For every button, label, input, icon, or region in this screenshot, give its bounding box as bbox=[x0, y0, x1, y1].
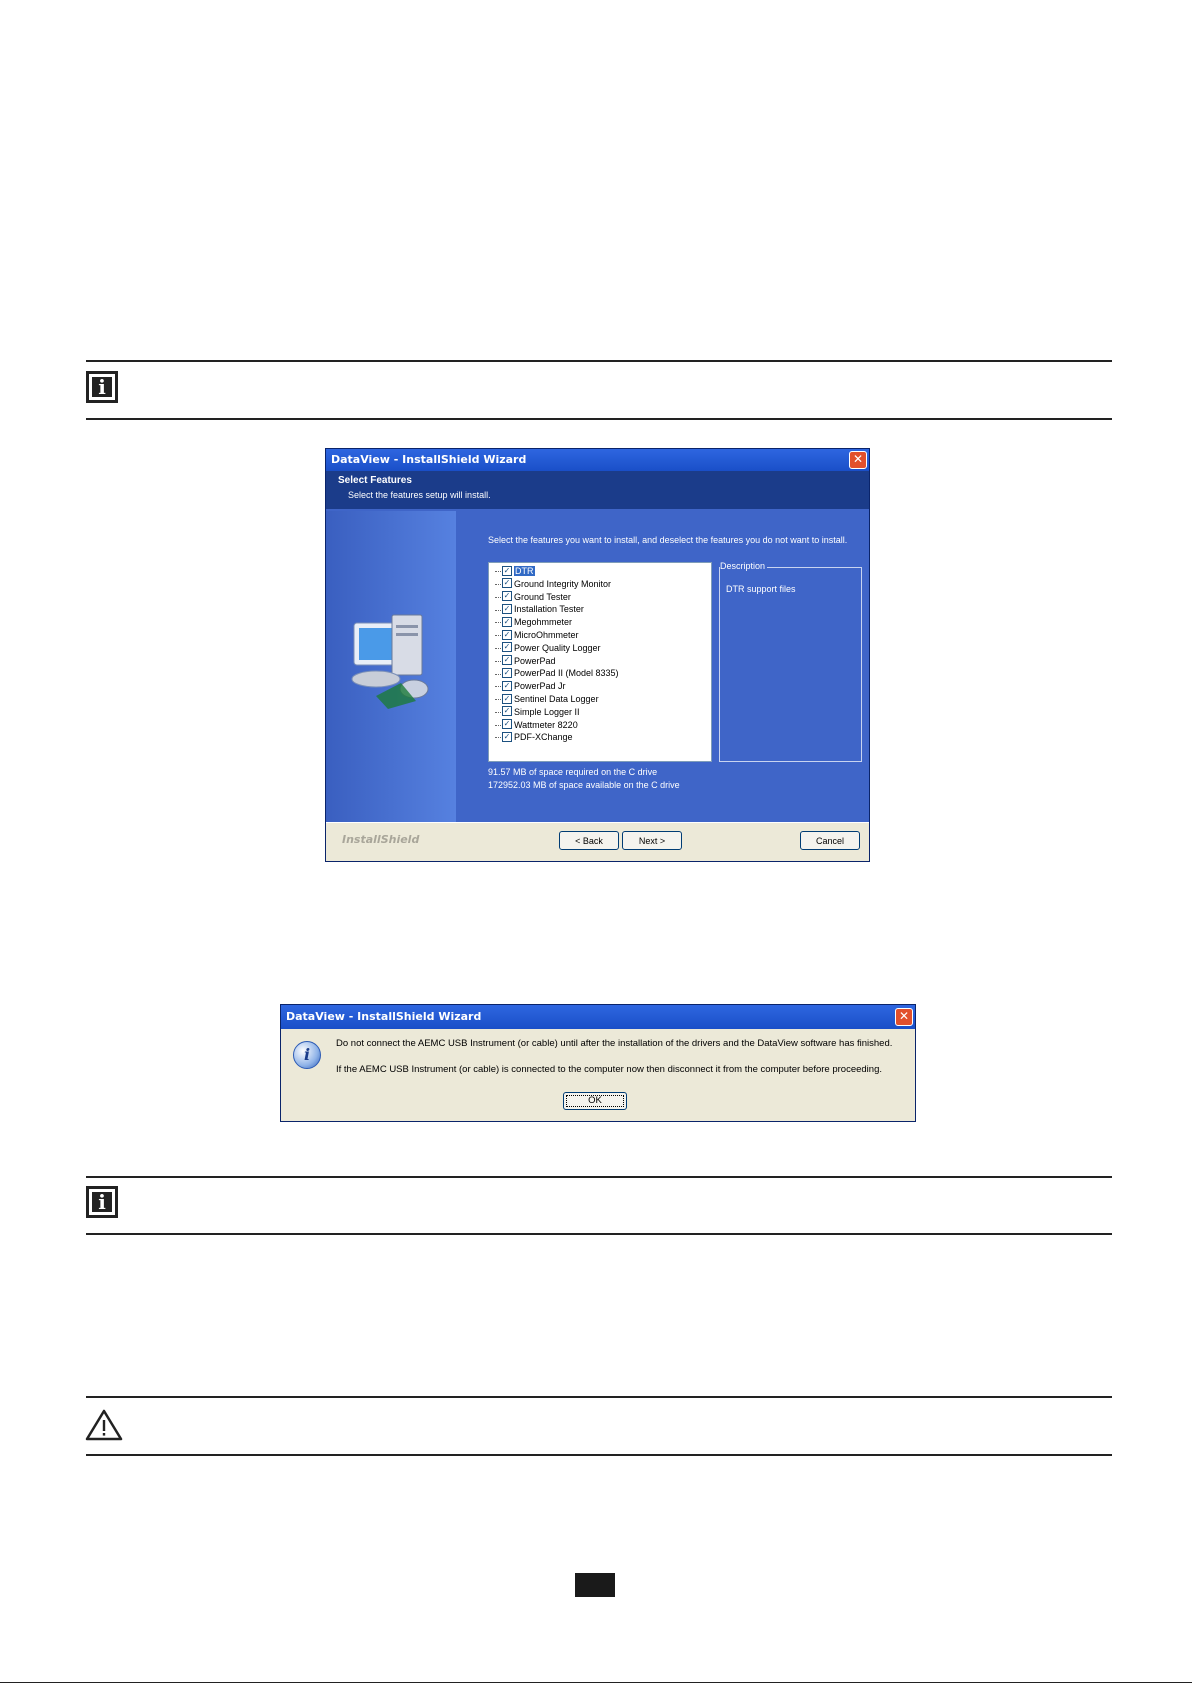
info-icon: i bbox=[293, 1041, 321, 1069]
dialog-title: DataView - InstallShield Wizard bbox=[326, 449, 869, 471]
close-icon[interactable]: ✕ bbox=[849, 451, 867, 469]
close-icon[interactable]: ✕ bbox=[895, 1008, 913, 1026]
note-bottom-rule bbox=[86, 1233, 1112, 1235]
feature-item[interactable] bbox=[489, 603, 711, 616]
cancel-button[interactable]: Cancel bbox=[800, 831, 860, 850]
feature-item[interactable] bbox=[489, 629, 711, 642]
message-line-1: Do not connect the AEMC USB Instrument (or cable) until after the installation of the drivers and the DataView software has finished. bbox=[336, 1038, 893, 1049]
info-note-icon: i bbox=[86, 371, 118, 403]
checkbox-checked-icon[interactable]: ✓ bbox=[503, 731, 511, 741]
installshield-brand: InstallShield bbox=[342, 833, 420, 846]
space-required: 91.57 MB of space required on the C drive bbox=[488, 767, 658, 777]
next-button[interactable]: Next > bbox=[622, 831, 682, 850]
feature-label: Simple Logger II bbox=[514, 706, 580, 717]
warning-bottom-rule bbox=[86, 1454, 1112, 1456]
description-label: Description bbox=[720, 561, 766, 571]
feature-label: MicroOhmmeter bbox=[514, 629, 579, 640]
checkbox-checked-icon[interactable]: ✓ bbox=[503, 680, 511, 690]
feature-label: DTR bbox=[515, 566, 534, 576]
feature-item[interactable] bbox=[489, 667, 711, 680]
feature-item[interactable] bbox=[489, 578, 711, 591]
feature-label: Ground Tester bbox=[514, 591, 571, 602]
note-top-rule bbox=[86, 360, 1112, 362]
computer-icon bbox=[326, 511, 456, 822]
feature-item[interactable] bbox=[489, 693, 711, 706]
feature-label: PowerPad Jr bbox=[514, 681, 566, 692]
feature-item[interactable] bbox=[489, 719, 711, 732]
checkbox-checked-icon[interactable]: ✓ bbox=[503, 706, 511, 716]
space-available: 172952.03 MB of space available on the C drive bbox=[488, 780, 680, 790]
checkbox-checked-icon[interactable]: ✓ bbox=[503, 616, 511, 626]
feature-item[interactable] bbox=[489, 680, 711, 693]
checkbox-checked-icon[interactable]: ✓ bbox=[503, 629, 511, 639]
feature-item[interactable] bbox=[489, 731, 711, 744]
description-text: DTR support files bbox=[726, 584, 796, 594]
note-top-rule bbox=[86, 1176, 1112, 1178]
feature-item[interactable] bbox=[489, 642, 711, 655]
feature-label: PDF-XChange bbox=[514, 732, 573, 743]
checkbox-checked-icon[interactable]: ✓ bbox=[503, 719, 511, 729]
checkbox-checked-icon[interactable]: ✓ bbox=[503, 565, 511, 575]
checkbox-checked-icon[interactable]: ✓ bbox=[503, 578, 511, 588]
feature-tree[interactable] bbox=[488, 562, 712, 762]
dialog-footer bbox=[326, 822, 869, 861]
feature-item[interactable] bbox=[489, 565, 711, 578]
feature-label: Installation Tester bbox=[514, 604, 584, 615]
warning-top-rule bbox=[86, 1396, 1112, 1398]
feature-label: PowerPad II (Model 8335) bbox=[514, 668, 619, 679]
warning-icon bbox=[84, 1408, 124, 1442]
feature-label: Ground Integrity Monitor bbox=[514, 578, 612, 589]
description-box bbox=[719, 567, 862, 762]
instruction-text: Select the features you want to install, and deselect the features you do not want to install. bbox=[488, 535, 848, 545]
feature-label: Sentinel Data Logger bbox=[514, 693, 599, 704]
feature-label: Megohmmeter bbox=[514, 617, 573, 628]
dialog-title: DataView - InstallShield Wizard bbox=[281, 1005, 915, 1029]
header-title: Select Features bbox=[338, 475, 412, 486]
page-bottom-rule bbox=[0, 1682, 1192, 1683]
feature-item[interactable] bbox=[489, 616, 711, 629]
page-number-block bbox=[575, 1573, 615, 1597]
header-subtitle: Select the features setup will install. bbox=[348, 490, 491, 500]
checkbox-checked-icon[interactable]: ✓ bbox=[503, 668, 511, 677]
dialog-header bbox=[326, 471, 869, 509]
feature-label: Power Quality Logger bbox=[514, 642, 601, 653]
usb-warning-dialog bbox=[280, 1004, 916, 1122]
checkbox-checked-icon[interactable]: ✓ bbox=[503, 591, 511, 601]
info-note-icon: i bbox=[86, 1186, 118, 1218]
checkbox-checked-icon[interactable]: ✓ bbox=[503, 655, 511, 665]
feature-label: PowerPad bbox=[514, 655, 556, 666]
checkbox-checked-icon[interactable]: ✓ bbox=[503, 604, 511, 614]
ok-button[interactable]: OK bbox=[563, 1092, 627, 1110]
checkbox-checked-icon[interactable]: ✓ bbox=[503, 693, 511, 703]
note-bottom-rule bbox=[86, 418, 1112, 420]
back-button[interactable]: < Back bbox=[559, 831, 619, 850]
checkbox-checked-icon[interactable]: ✓ bbox=[503, 642, 511, 652]
select-features-dialog bbox=[325, 448, 870, 862]
feature-item[interactable] bbox=[489, 706, 711, 719]
feature-item[interactable] bbox=[489, 655, 711, 668]
computer-illustration bbox=[326, 511, 456, 822]
feature-item[interactable] bbox=[489, 591, 711, 604]
feature-label: Wattmeter 8220 bbox=[514, 719, 578, 730]
message-line-2: If the AEMC USB Instrument (or cable) is connected to the computer now then disconnect it from the computer before proceeding. bbox=[336, 1064, 882, 1075]
